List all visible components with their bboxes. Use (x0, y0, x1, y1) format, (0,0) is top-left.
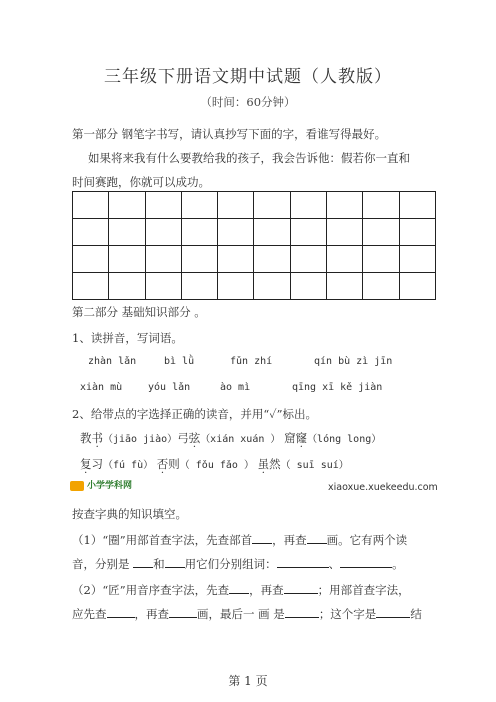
site-logo: 小学学科网 (70, 478, 132, 491)
grid-row (73, 192, 436, 219)
dictionary-item1-line1: （1）“圈”用部首查字法，先查部首 ，再查 画。它有两个读 (72, 533, 408, 547)
pinyin-1-4: qín bù zì jīn (314, 356, 393, 367)
part1-text-line1: 如果将来我有什么要教给我的孩子，我会告诉他：假若你一直和 (88, 151, 410, 165)
reading-item: 教书（jiāo jiào）弓弦（xián xuán ） 窟窿（lóng long） (80, 431, 382, 445)
part1-heading: 第一部分 钢笔字书写，请认真抄写下面的字，看谁写得最好。 (72, 127, 387, 141)
logo-icon (70, 481, 84, 491)
grid-row (73, 246, 436, 273)
pinyin-2-2: yóu lǎn (148, 382, 191, 393)
question-1: 1、读拼音，写词语。 (72, 331, 183, 345)
pinyin-1-2: bì lǜ (164, 356, 195, 367)
pinyin-2-3: ào mì (220, 382, 251, 393)
grid-row (73, 219, 436, 246)
dictionary-item2-line1: （2）“匠”用音序查字法，先查 ，再查 ；用部首查字法， (72, 583, 410, 597)
page-title: 三年级下册语文期中试题（人教版） (104, 67, 392, 87)
grid-row (73, 273, 436, 300)
page-number: 第 1 页 (228, 674, 268, 688)
part1-text-line2: 时间赛跑，你就可以成功。 (72, 175, 210, 189)
pinyin-2-4: qīng xī kě jiàn (292, 382, 383, 393)
question-2: 2、给带点的字选择正确的读音，并用“✓”标出。 (72, 407, 317, 421)
pinyin-1-3: fǔn zhí (230, 356, 273, 367)
dictionary-item2-line2: 应先查 ，再查 画，最后一 画 是 ；这个字是 结 (72, 607, 422, 621)
dictionary-intro: 按查字典的知识填空。 (72, 507, 187, 521)
part2-heading: 第二部分 基础知识部分 。 (72, 305, 206, 319)
dictionary-item1-line2: 音，分别是 和 用它们分别组词： 、 。 (72, 557, 404, 571)
time-subtitle: （时间：60分钟） (200, 95, 296, 109)
reading-item: 复习（fú fù） 否则（ fǒu fǎo ） 虽然（ suī suí） (80, 457, 349, 471)
pinyin-2-1: xiàn mù (80, 382, 123, 393)
handwriting-grid (72, 191, 436, 300)
watermark-url: xiaoxue.xuekeedu.com (328, 482, 438, 493)
pinyin-1-1: zhàn lǎn (88, 356, 137, 367)
